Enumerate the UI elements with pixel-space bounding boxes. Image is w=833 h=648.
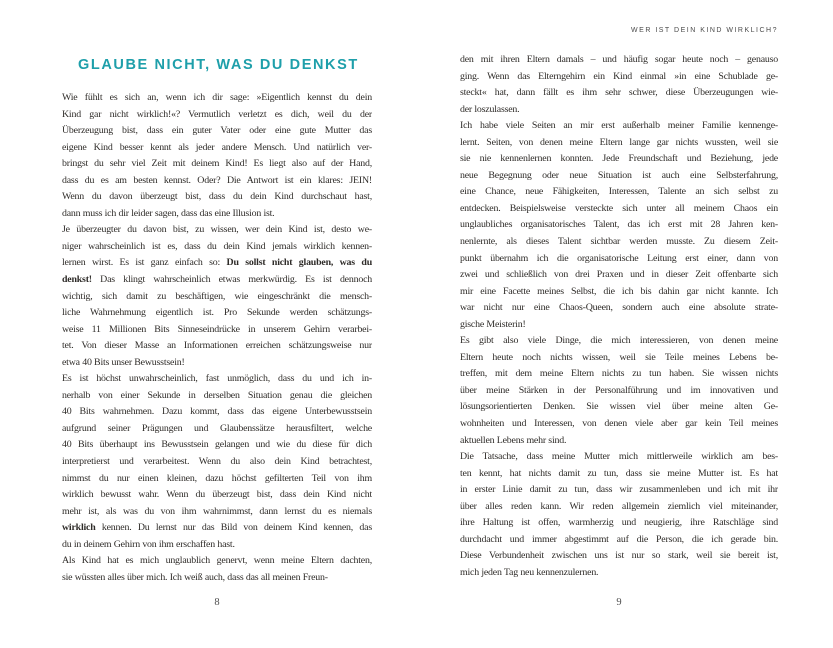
text-line: lernen wirst. Es ist ganz einfach so: Du sollst nicht glauben, was du (62, 257, 372, 269)
left-page-number: 8 (214, 597, 220, 608)
text-line: liche Wahrnehmung eigentlich ist. Pro Sekunde werden schätzungs- (62, 307, 372, 319)
text-line: Wie fühlt es sich an, wenn ich dir sage: »Eigentlich kennst du dein (62, 92, 372, 103)
text-line: mir eine Facette meines Selbst, die ich bis dahin gar nicht kannte. Ich (460, 285, 778, 297)
text-line: wirklich bewusst wahr. Wenn du überzeugt bist, dass dein Kind nicht (62, 489, 372, 501)
text-line: Ich habe viele Seiten an mir erst außerhalb meiner Familie kennenge- (460, 120, 778, 132)
right-page-body (460, 52, 778, 582)
text-line: über meine Stärken in der Personalführung und im innovativen und (460, 384, 778, 396)
text-line: ging. Wenn das Elterngehirn ein Kind einmal »in eine Schublade ge- (460, 70, 778, 82)
running-head: WER IST DEIN KIND WIRKLICH? (631, 27, 778, 34)
text-line: niger wahrscheinlich ist es, dass du dein Kind jemals wirklich kennen- (62, 240, 372, 252)
text-line: neue Begegnung oder neue Situation ist auch eine Selbsterfahrung, (460, 169, 778, 181)
text-line: ihre Haltung ist offen, warmherzig und neugierig, ihre Ratschläge sind (460, 517, 778, 529)
text-line: nenlernte, als dieses Talent sichtbar werden musste. Zu diesem Zeit- (460, 236, 778, 248)
text-line: den mit ihren Eltern damals – und häufig sogar heute noch – genauso (460, 54, 778, 65)
text-line: über alles reden kann. Wir reden allgemein ziemlich viel miteinander, (460, 500, 778, 512)
text-line: sie wüssten alles über mich. Ich weiß auch, dass das all meinen Freun- (62, 571, 328, 583)
text-line: dann muss ich dir leider sagen, dass das eine Illusion ist. (62, 207, 275, 219)
text-line: Als Kind hat es mich unglaublich genervt, wenn meine Eltern dachten, (62, 555, 372, 567)
text-line: zwei und schließlich von drei Praxen und in dieser Zeit offenbarte sich (460, 269, 778, 281)
text-line: Es gibt also viele Dinge, die mich interessieren, von denen meine (460, 335, 778, 347)
text-line: dass du es am besten kennst. Oder? Die Antwort ist ein klares: JEIN! (62, 174, 372, 186)
text-line: mich jeden Tag neu kennenzulernen. (460, 566, 599, 578)
text-line: eigene Kind besser kennt als jeder andere Mensch. Und natürlich ver- (62, 141, 372, 153)
text-line: punkt übernahm ich die organisatorische Leitung erst einer, dann von (460, 252, 778, 264)
left-page-body (62, 90, 372, 586)
text-line: nimmst du nur einen kleinen, dazu höchst gefilterten Teil von ihm (62, 472, 372, 484)
text-line: Es ist höchst unwahrscheinlich, fast unmöglich, dass du und ich in- (62, 373, 372, 385)
text-line: bringst du sehr viel Zeit mit deinem Kind! Es liegt also auf der Hand, (62, 158, 372, 170)
page-left (62, 57, 372, 586)
text-line: unglaubliches organisatorisches Talent, das ich erst mit 28 Jahren ken- (460, 219, 778, 231)
text-line: wirklich kennen. Du lernst nur das Bild von deinem Kind kennen, das (62, 522, 372, 534)
text-line: steckt« hat, dann fällt es ihm sehr schwer, diese Überzeugungen wie- (460, 87, 778, 99)
text-line: Die Tatsache, dass meine Mutter mich mittlerweile wirklich am bes- (460, 451, 778, 463)
text-line: Überzeugung bist, dass ein guter Vater oder eine gute Mutter das (62, 125, 372, 137)
text-line: etwa 40 Bits unser Bewusstsein! (62, 356, 185, 368)
text-line: aufgrund seiner Prägungen und Glaubenssätze herausfiltert, welche (62, 422, 372, 434)
text-line: der loszulassen. (460, 103, 520, 115)
text-line: du in deinem Gehirn von ihm erschaffen hast. (62, 538, 235, 550)
text-line: ten kennt, hat nichts damit zu tun, dass sie meine Mutter ist. Es hat (460, 467, 778, 479)
text-line: treffen, mit dem meine Eltern nichts zu tun haben. Sie wissen nichts (460, 368, 778, 380)
text-line: lösungsorientierten Denken. Sie wissen viel über meine alten Ge- (460, 401, 778, 413)
chapter-heading: GLAUBE NICHT, WAS DU DENKST (78, 57, 359, 73)
text-line: entdecken. Beispielsweise versteckte sich unter all meinem Chaos ein (460, 202, 778, 214)
right-page-number: 9 (616, 597, 622, 608)
text-line: Kind gar nicht wirklich!«? Vermutlich verletzt es dich, weil du der (62, 108, 372, 120)
text-line: gische Meisterin! (460, 318, 526, 330)
page-right (460, 26, 778, 582)
text-line: interpretierst und verarbeitest. Wenn du also dein Kind betrachtest, (62, 456, 372, 468)
text-line: wohnheiten und Interessen, von denen viele aber gar kein Teil meines (460, 418, 778, 430)
text-line: 40 Bits überhaupt ins Bewusstsein gelangen und wie du diese für dich (62, 439, 372, 451)
text-line: eine Chance, neue Fähigkeiten, Interessen, Talente an sich selbst zu (460, 186, 778, 198)
text-line: aktuellen Lebens mehr sind. (460, 434, 567, 446)
text-line: sie nie kennenlernen konnten. Jede Freundschaft und Beziehung, jede (460, 153, 778, 165)
text-line: nerhalb von einer Sekunde in derselben Situation genau die gleichen (62, 389, 372, 401)
text-line: lernt. Seiten, von denen meine Eltern lange gar nichts wussten, weil sie (460, 136, 778, 148)
text-line: tet. Von dieser Masse an Informationen erreichen schätzungsweise nur (62, 340, 372, 352)
text-line: durchdacht und immer abgestimmt auf die Person, die ich gerade bin. (460, 533, 778, 545)
text-line: war nicht nur eine Chaos-Queen, sondern auch eine absolute strate- (460, 302, 778, 314)
text-line: Diese Verbundenheit zwischen uns ist nur so stark, weil sie bereit ist, (460, 550, 778, 562)
text-line: Eltern heute noch nichts wissen, weil sie Teile meines Lebens be- (460, 351, 778, 363)
text-line: in erster Linie damit zu tun, dass wir zusammenleben und ich mit ihr (460, 484, 778, 496)
text-line: 40 Bits wahrnehmen. Dazu kommt, dass das eigene Unterbewusstsein (62, 406, 372, 418)
text-line: Wenn du davon überzeugt bist, dass du dein Kind durchschaut hast, (62, 191, 372, 203)
text-line: Je überzeugter du davon bist, zu wissen, wer dein Kind ist, desto we- (62, 224, 372, 236)
text-line: mehr ist, als was du von ihm wahrnimmst, dann lernst du es niemals (62, 505, 372, 517)
text-line: denkst! Das klingt wahrscheinlich etwas merkwürdig. Es ist dennoch (62, 274, 372, 286)
text-line: wichtig, sich damit zu beschäftigen, wie eingeschränkt die mensch- (62, 290, 372, 302)
text-line: weise 11 Millionen Bits Sinneseindrücke in unserem Gehirn verarbei- (62, 323, 372, 335)
